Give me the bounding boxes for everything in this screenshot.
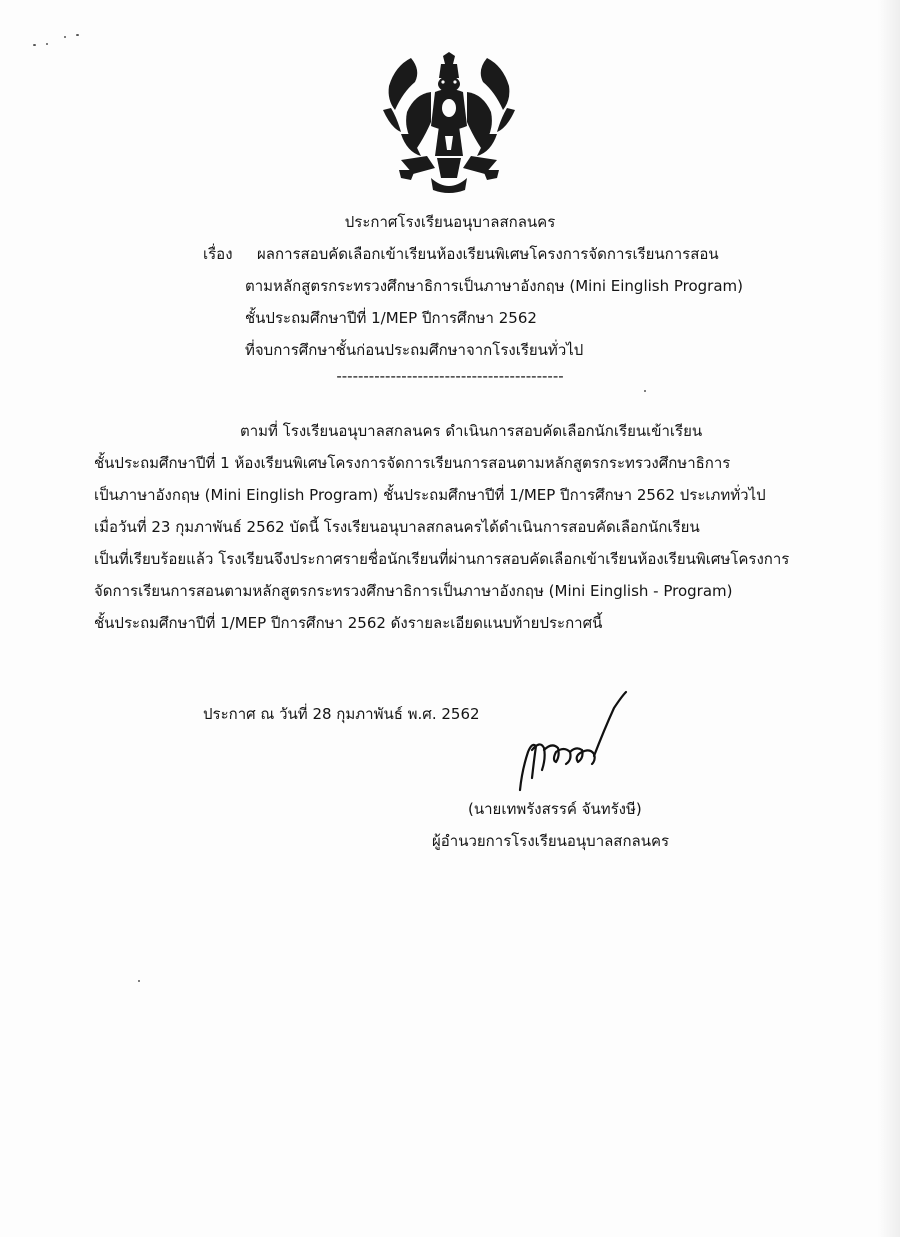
subject-line: ที่จบการศึกษาชั้นก่อนประถมศึกษาจากโรงเรียนทั่วไป [245,341,584,359]
subject-line: ผลการสอบคัดเลือกเข้าเรียนห้องเรียนพิเศษโครงการจัดการเรียนการสอน [257,245,719,263]
body-line: จัดการเรียนการสอนตามหลักสูตรกระทรวงศึกษาธิการเป็นภาษาอังกฤษ (Mini Einglish - Program) [94,582,733,600]
page-edge-shadow [878,0,900,1237]
scan-speck [138,980,140,982]
subject-label: เรื่อง [203,245,233,263]
handwritten-signature-icon [512,690,632,795]
body-line: ชั้นประถมศึกษาปีที่ 1/MEP ปีการศึกษา 2562 ดังรายละเอียดแนบท้ายประกาศนี้ [94,614,603,632]
body-line: ตามที่ โรงเรียนอนุบาลสกลนคร ดำเนินการสอบคัดเลือกนักเรียนเข้าเรียน [240,422,703,440]
scan-speck [46,43,48,45]
scan-speck [76,34,79,36]
scan-speck [33,44,36,46]
garuda-emblem-icon [381,52,517,194]
document-title: ประกาศโรงเรียนอนุบาลสกลนคร [344,213,556,231]
body-line: เมื่อวันที่ 23 กุมภาพันธ์ 2562 บัดนี้ โรงเรียนอนุบาลสกลนครได้ดำเนินการสอบคัดเลือกนักเรียน [94,518,700,536]
signer-title: ผู้อำนวยการโรงเรียนอนุบาลสกลนคร [432,832,670,850]
announcement-date: ประกาศ ณ วันที่ 28 กุมภาพันธ์ พ.ศ. 2562 [203,705,480,723]
scan-speck [644,390,646,392]
scan-speck [64,36,66,38]
subject-line: ชั้นประถมศึกษาปีที่ 1/MEP ปีการศึกษา 2562 [245,309,537,327]
subject-line: ตามหลักสูตรกระทรวงศึกษาธิการเป็นภาษาอังกฤษ (Mini Einglish Program) [245,277,744,295]
signer-name: (นายเทพรังสรรค์ จันทรังษี) [468,800,642,818]
body-line: ชั้นประถมศึกษาปีที่ 1 ห้องเรียนพิเศษโครงการจัดการเรียนการสอนตามหลักสูตรกระทรวงศึกษาธิการ [94,454,731,472]
section-divider: ------------------------------------------ [336,367,564,385]
body-line: เป็นที่เรียบร้อยแล้ว โรงเรียนจึงประกาศรายชื่อนักเรียนที่ผ่านการสอบคัดเลือกเข้าเรียนห้องเรียนพิเศษโครงการ [94,550,790,568]
body-line: เป็นภาษาอังกฤษ (Mini Einglish Program) ชั้นประถมศึกษาปีที่ 1/MEP ปีการศึกษา 2562 ประเภททั่วไป [94,486,766,504]
